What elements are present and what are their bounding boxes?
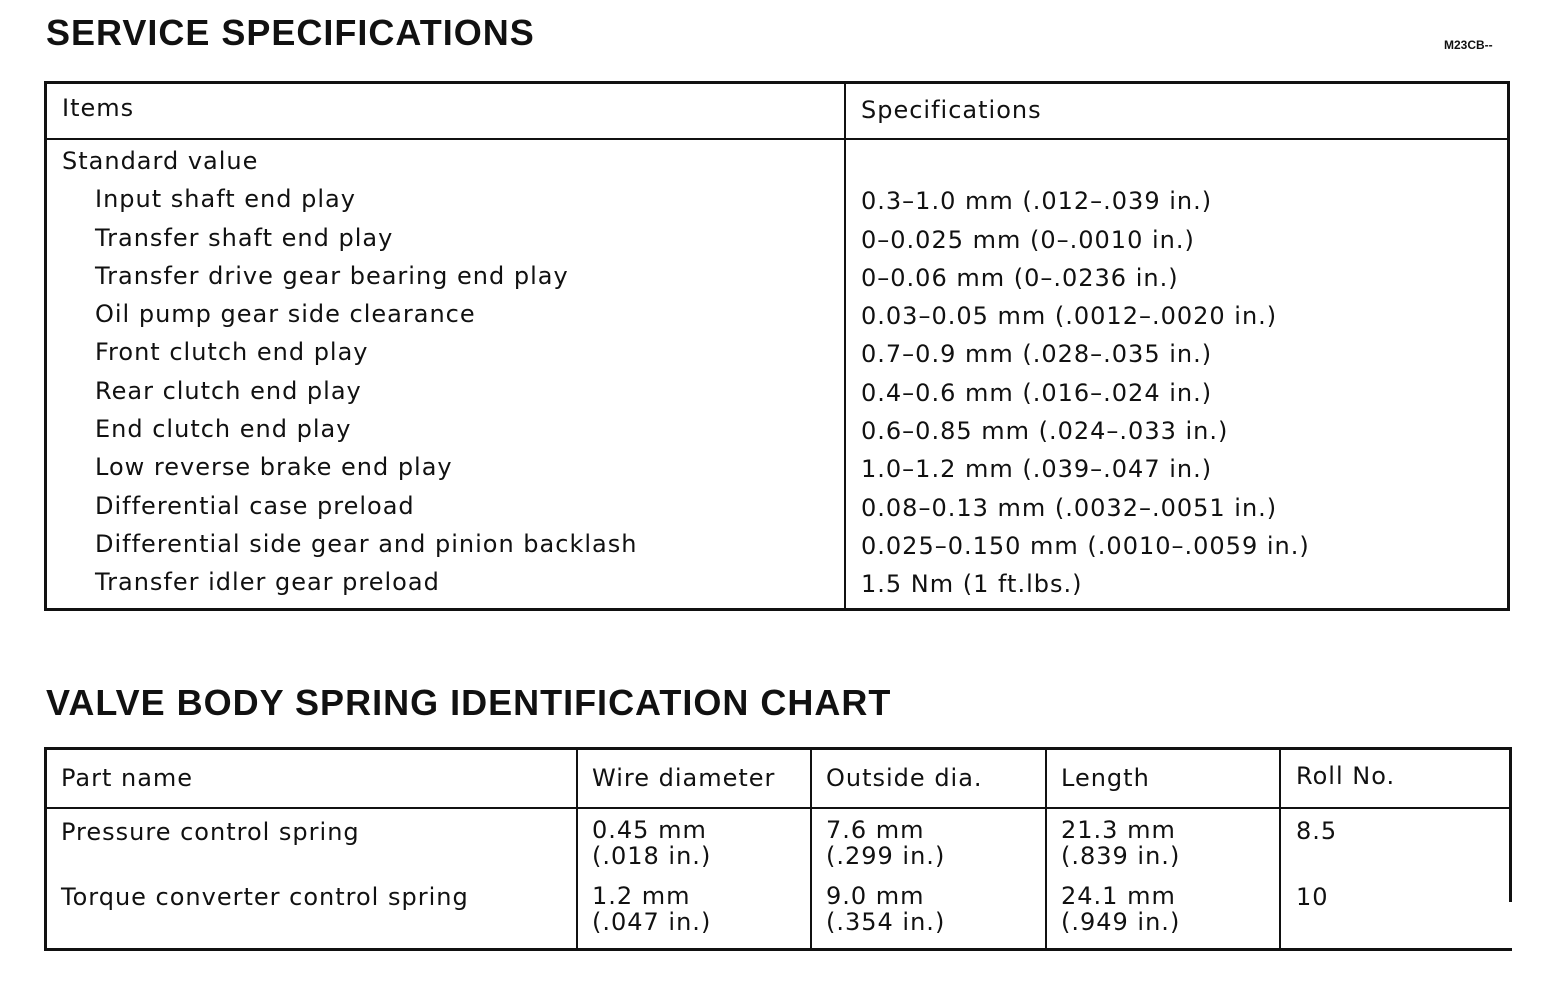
- spec-group-label: Standard value: [62, 147, 259, 175]
- imperial-value: (.949 in.): [1061, 908, 1181, 936]
- length-column-header: Length: [1061, 764, 1150, 792]
- wire-diameter-cell: [592, 817, 711, 869]
- table-row: [47, 259, 1507, 297]
- imperial-value: (.018 in.): [592, 842, 712, 870]
- table-row: [47, 221, 1507, 259]
- part-name-column-header: Part name: [61, 764, 194, 792]
- metric-value: 0.45 mm: [592, 816, 707, 844]
- length-cell: [1061, 817, 1180, 869]
- header-divider: [47, 807, 1512, 809]
- spec-value: 0.03–0.05 mm (.0012–.0020 in.): [861, 302, 1278, 331]
- spring-chart-title: VALVE BODY SPRING IDENTIFICATION CHART: [46, 682, 892, 723]
- spec-value: 0–0.025 mm (0–.0010 in.): [861, 225, 1195, 254]
- table-row: [47, 144, 1507, 182]
- service-specifications-table: [44, 81, 1510, 611]
- table-row: [47, 182, 1507, 220]
- table-row: [47, 527, 1507, 565]
- table-row: [47, 297, 1507, 335]
- wire-diameter-cell: [592, 883, 711, 935]
- spec-item: End clutch end play: [95, 415, 352, 444]
- spec-value: 1.5 Nm (1 ft.lbs.): [861, 570, 1083, 599]
- table-row: [47, 489, 1507, 527]
- spec-item: Rear clutch end play: [95, 376, 362, 405]
- length-cell: [1061, 883, 1180, 935]
- spec-value: 0.3–1.0 mm (.012–.039 in.): [861, 187, 1213, 216]
- imperial-value: (.354 in.): [826, 908, 946, 936]
- roll-no-cell: 8.5: [1296, 817, 1338, 845]
- column-divider: [576, 750, 578, 948]
- table-row: [47, 565, 1507, 603]
- outside-dia-column-header: Outside dia.: [826, 764, 983, 792]
- spec-item: Front clutch end play: [95, 338, 369, 367]
- spec-value: 0.08–0.13 mm (.0032–.0051 in.): [861, 493, 1278, 522]
- part-name-cell: Torque converter control spring: [61, 883, 469, 911]
- metric-value: 9.0 mm: [826, 882, 925, 910]
- service-specifications-title: SERVICE SPECIFICATIONS: [46, 12, 535, 53]
- header-divider: [47, 138, 1507, 140]
- imperial-value: (.839 in.): [1061, 842, 1181, 870]
- imperial-value: (.047 in.): [592, 908, 712, 936]
- column-divider: [1279, 750, 1281, 948]
- spec-item: Differential side gear and pinion backlash: [95, 529, 638, 558]
- table-row: [47, 412, 1507, 450]
- spec-value: 0–0.06 mm (0–.0236 in.): [861, 263, 1179, 292]
- column-divider: [810, 750, 812, 948]
- document-code: M23CB--: [1444, 38, 1493, 52]
- spec-value: 1.0–1.2 mm (.039–.047 in.): [861, 455, 1213, 484]
- spec-value: 0.025–0.150 mm (.0010–.0059 in.): [861, 531, 1310, 560]
- spec-item: Input shaft end play: [95, 185, 356, 214]
- specifications-column-header: Specifications: [861, 96, 1042, 124]
- column-divider: [1045, 750, 1047, 948]
- outside-dia-cell: [826, 883, 945, 935]
- spec-item: Transfer shaft end play: [95, 223, 394, 252]
- metric-value: 7.6 mm: [826, 816, 925, 844]
- roll-no-cell: 10: [1296, 883, 1329, 911]
- spec-value: 0.6–0.85 mm (.024–.033 in.): [861, 417, 1229, 446]
- spec-value: 0.7–0.9 mm (.028–.035 in.): [861, 340, 1213, 369]
- spec-item: Oil pump gear side clearance: [95, 300, 476, 329]
- imperial-value: (.299 in.): [826, 842, 946, 870]
- spec-rows: [47, 144, 1507, 604]
- spec-item: Transfer drive gear bearing end play: [95, 261, 569, 290]
- items-column-header: Items: [62, 94, 135, 122]
- roll-no-column-header: Roll No.: [1296, 762, 1396, 790]
- table-row: [47, 374, 1507, 412]
- metric-value: 1.2 mm: [592, 882, 691, 910]
- table-border: [1509, 750, 1512, 902]
- spring-identification-table: [44, 747, 1512, 951]
- wire-diameter-column-header: Wire diameter: [592, 764, 776, 792]
- table-row: [47, 335, 1507, 373]
- part-name-cell: Pressure control spring: [61, 818, 360, 846]
- metric-value: 21.3 mm: [1061, 816, 1176, 844]
- spec-item: Low reverse brake end play: [95, 453, 453, 482]
- metric-value: 24.1 mm: [1061, 882, 1176, 910]
- spec-item: Differential case preload: [95, 491, 415, 520]
- table-row: [47, 450, 1507, 488]
- spec-item: Transfer idler gear preload: [95, 568, 440, 597]
- spec-value: 0.4–0.6 mm (.016–.024 in.): [861, 378, 1213, 407]
- outside-dia-cell: [826, 817, 945, 869]
